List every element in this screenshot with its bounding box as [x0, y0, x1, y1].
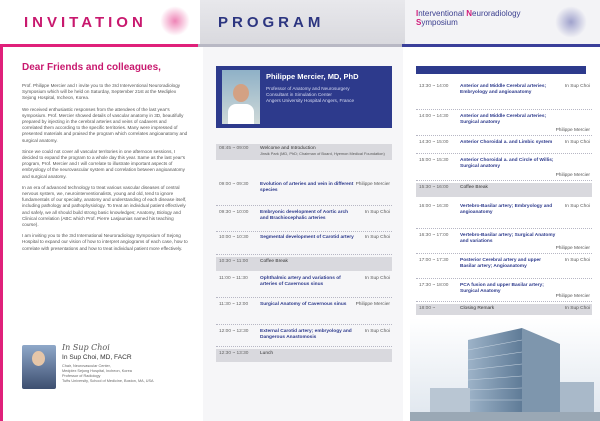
program-session-row — [416, 281, 592, 302]
program-session-row — [216, 180, 392, 206]
session-speaker: In Sup Choi — [564, 258, 590, 263]
handwritten-signature: In Sup Choi — [62, 343, 110, 352]
program-title: PROGRAM — [218, 14, 325, 31]
session-speaker: In Sup Choi — [364, 210, 390, 215]
session-topic: Coffee Break — [460, 185, 488, 190]
session-topic: Vertebro-Basilar artery; Surgical Anatomy and variations — [460, 233, 556, 244]
letter-paragraph: I am inviting you to the 3rd International Neuroradiology Symposium of Sejong Hospital to expand our vision of how to interpret angiograms of each case, how to correlate with presentations and how to treat individual patient more effectively. — [22, 233, 188, 251]
session-time: 09:00 ~ 09:30 — [219, 182, 249, 187]
logo-text: nterventional — [418, 9, 467, 18]
program-session-row — [416, 202, 592, 229]
logo-cap-s: S — [416, 18, 422, 27]
signer-name: In Sup Choi, MD, FACR — [62, 354, 132, 361]
session-time: 11:00 ~ 11:30 — [219, 276, 248, 281]
signer-line: Professor of Radiology — [62, 374, 101, 378]
program-session-row — [416, 82, 592, 110]
session-topic: Anterior Choroidal a. and Limbic system — [460, 140, 553, 145]
program-session-row — [216, 208, 392, 232]
logo-cap-n: N — [466, 9, 473, 18]
invitation-letter — [22, 83, 188, 257]
speaker-name: Philippe Mercier, MD, PhD — [266, 72, 359, 81]
program-session-row — [416, 156, 592, 181]
program-break-row — [416, 183, 592, 197]
session-time: 13:30 ~ 14:00 — [419, 84, 449, 89]
session-topic: Posterior Cerebral artery and upper Basilar artery; Angioanatomy — [460, 258, 542, 269]
session-topic: Anterior and Middle Cerebral arteries; Surgical anatomy — [460, 114, 547, 125]
session-speaker: In Sup Choi — [364, 329, 390, 334]
session-time: 14:00 ~ 14:30 — [419, 114, 449, 119]
session-speaker: In Sup Choi — [364, 276, 390, 281]
session-topic: Surgical Anatomy of Cavernous sinus — [260, 302, 347, 307]
logo-text: ymposium — [421, 18, 458, 27]
session-speaker: In Sup Choi — [564, 140, 590, 145]
session-speaker: Philippe Mercier — [555, 294, 590, 299]
speaker-title — [266, 86, 390, 104]
session-topic: Evolution of arteries and vein in different species — [260, 182, 354, 193]
session-time: 16:30 ~ 17:00 — [419, 233, 449, 238]
session-time: 08:45 ~ 09:00 — [219, 146, 249, 151]
session-topic: Closing Remark — [460, 306, 495, 311]
session-topic: Segmental development of Carotid artery — [260, 235, 354, 240]
speaker-line: Angers University Hospital Angers, France — [266, 98, 355, 103]
session-time: 10:30 ~ 11:00 — [219, 259, 249, 264]
session-time: 12:30 ~ 13:30 — [219, 351, 249, 356]
invitation-title: INVITATION — [24, 14, 147, 31]
session-subtitle: Jinsik Park (MD, PhD; Chairman of Board, Hyemon Medical Foundation) — [260, 151, 385, 156]
session-speaker: Philippe Mercier — [355, 182, 390, 187]
session-topic: Ophthalmic artery and variations of arteries of Cavernous sinus — [260, 276, 341, 287]
program-session-row — [216, 274, 392, 298]
session-topic: Embryonic development of Aortic arch and Brachiocephalic arteries — [260, 210, 349, 221]
session-speaker: In Sup Choi — [564, 306, 590, 311]
left-edge-stripe — [0, 47, 3, 421]
letter-paragraph: We received enthusiastic responses from the attendees of the last year's symposium. Prof. Mercier showed details of vascular anatomy in 3D, beautifully prepared by injecting in the cerebral arteries and veins of cadavers and correlated them according to the specific territories. Many were impressed of presented materials and praised the program which correlates angioanatomy and surgical anatomy. — [22, 106, 188, 143]
program-session-row — [416, 256, 592, 279]
program-session-row — [216, 300, 392, 325]
session-time: 09:30 ~ 10:00 — [219, 210, 249, 215]
session-time: 11:30 ~ 12:00 — [219, 302, 249, 307]
session-topic: Anterior Choroidal a. and Circle of Willis; Surgical anatomy — [460, 158, 554, 169]
session-time: 18:00 ~ — [419, 306, 436, 311]
session-topic: Vertebro-Basilar artery; Embryology and angioanatomy — [460, 204, 553, 215]
signer-line: Chair, Neurovascular Center, — [62, 364, 111, 368]
logo-cap-i: I — [416, 9, 419, 18]
program-break-row — [416, 304, 592, 315]
speaker-line: Professor of Anatomy and Neurosurgery — [266, 86, 350, 91]
program-break-row — [216, 257, 392, 271]
symposium-logo — [416, 9, 521, 27]
logo-text: euroradiology — [472, 9, 521, 18]
speaker-line: Consultant in Simulation Center — [266, 92, 332, 97]
session-time: 17:00 ~ 17:30 — [419, 258, 449, 263]
session-topic: Welcome and Introduction — [260, 146, 316, 151]
session-time: 15:00 ~ 15:30 — [419, 158, 449, 163]
avatar — [22, 345, 56, 389]
greeting: Dear Friends and colleagues, — [22, 62, 161, 73]
letter-paragraph: In an era of advanced technology to treat various vascular diseases of central nervous system, we, neurointerventionalists, young and old, tend to ignore fundamentals of our specialty, anatomy and understanding of each disease itself, including pathology and pathophysiology. To treat an individual patient effectively and safely, we all should build strong basic knowledges; Anatomy, Biology and Clinical correlation (ABC which Prof. Pierre Lasjaunias named his teaching course). — [22, 184, 187, 228]
session-speaker: In Sup Choi — [364, 235, 390, 240]
signer-line: Medplex Sejong Hospital, Incheon, Korea — [62, 369, 132, 373]
session-speaker: Philippe Mercier — [555, 246, 590, 251]
session-topic: Coffee Break — [260, 259, 288, 264]
decorative-dot-icon — [160, 6, 190, 36]
session-speaker: In Sup Choi — [564, 84, 590, 89]
program-session-row — [416, 231, 592, 254]
session-topic: Lunch — [260, 351, 274, 356]
program-session-row — [416, 138, 592, 154]
signature-block — [22, 343, 192, 413]
session-topic: Anterior and Middle Cerebral arteries; Embryology and angioanatomy — [460, 84, 547, 95]
session-time: 15:30 ~ 16:00 — [419, 185, 449, 190]
session-time: 16:00 ~ 16:30 — [419, 204, 449, 209]
session-speaker: In Sup Choi — [564, 204, 590, 209]
speaker-photo — [222, 70, 260, 124]
session-speaker: Philippe Mercier — [555, 173, 590, 178]
program-break-row — [216, 349, 392, 362]
session-time: 14:30 ~ 15:00 — [419, 140, 449, 145]
letter-paragraph: Since we could not cover all vascular territories in one afternoon sessions, I decided to expand the program to a whole day this year. Same as the last year's program, Prof. Mercier and I will correlate to illustrate important aspects of embryology of the neurovascular system and correlation between angioanatomy and surgical anatomy. — [22, 148, 186, 179]
letter-paragraph: Prof. Philippe Mercier and I invite you to the 3rd Interventional Neuroradiology Symposium which will be held on Saturday, September 21st at the Mediplex Sejong Hospital, Incheon, Korea. — [22, 83, 181, 101]
program-session-row — [416, 112, 592, 136]
program-session-row — [216, 233, 392, 255]
hospital-building-illustration — [410, 318, 600, 421]
session-time: 17:30 ~ 18:00 — [419, 283, 449, 288]
session-speaker: Philippe Mercier — [355, 302, 390, 307]
afternoon-header-bar — [416, 66, 586, 74]
program-session-row — [216, 327, 392, 347]
signer-line: Tufts University, School of Medicine, Boston, MA, USA — [62, 379, 154, 383]
program-break-row — [216, 144, 392, 160]
session-topic: External Carotid artery; embryology and Dangerous Anastomosis — [260, 329, 352, 340]
session-speaker: Philippe Mercier — [555, 128, 590, 133]
session-time: 12:00 ~ 12:30 — [219, 329, 249, 334]
signer-details — [62, 364, 192, 384]
decorative-dot-icon — [555, 6, 587, 38]
session-topic: PCA fusion and upper Basilar artery; Surgical Anatomy — [460, 283, 544, 294]
session-time: 10:00 ~ 10:30 — [219, 235, 249, 240]
